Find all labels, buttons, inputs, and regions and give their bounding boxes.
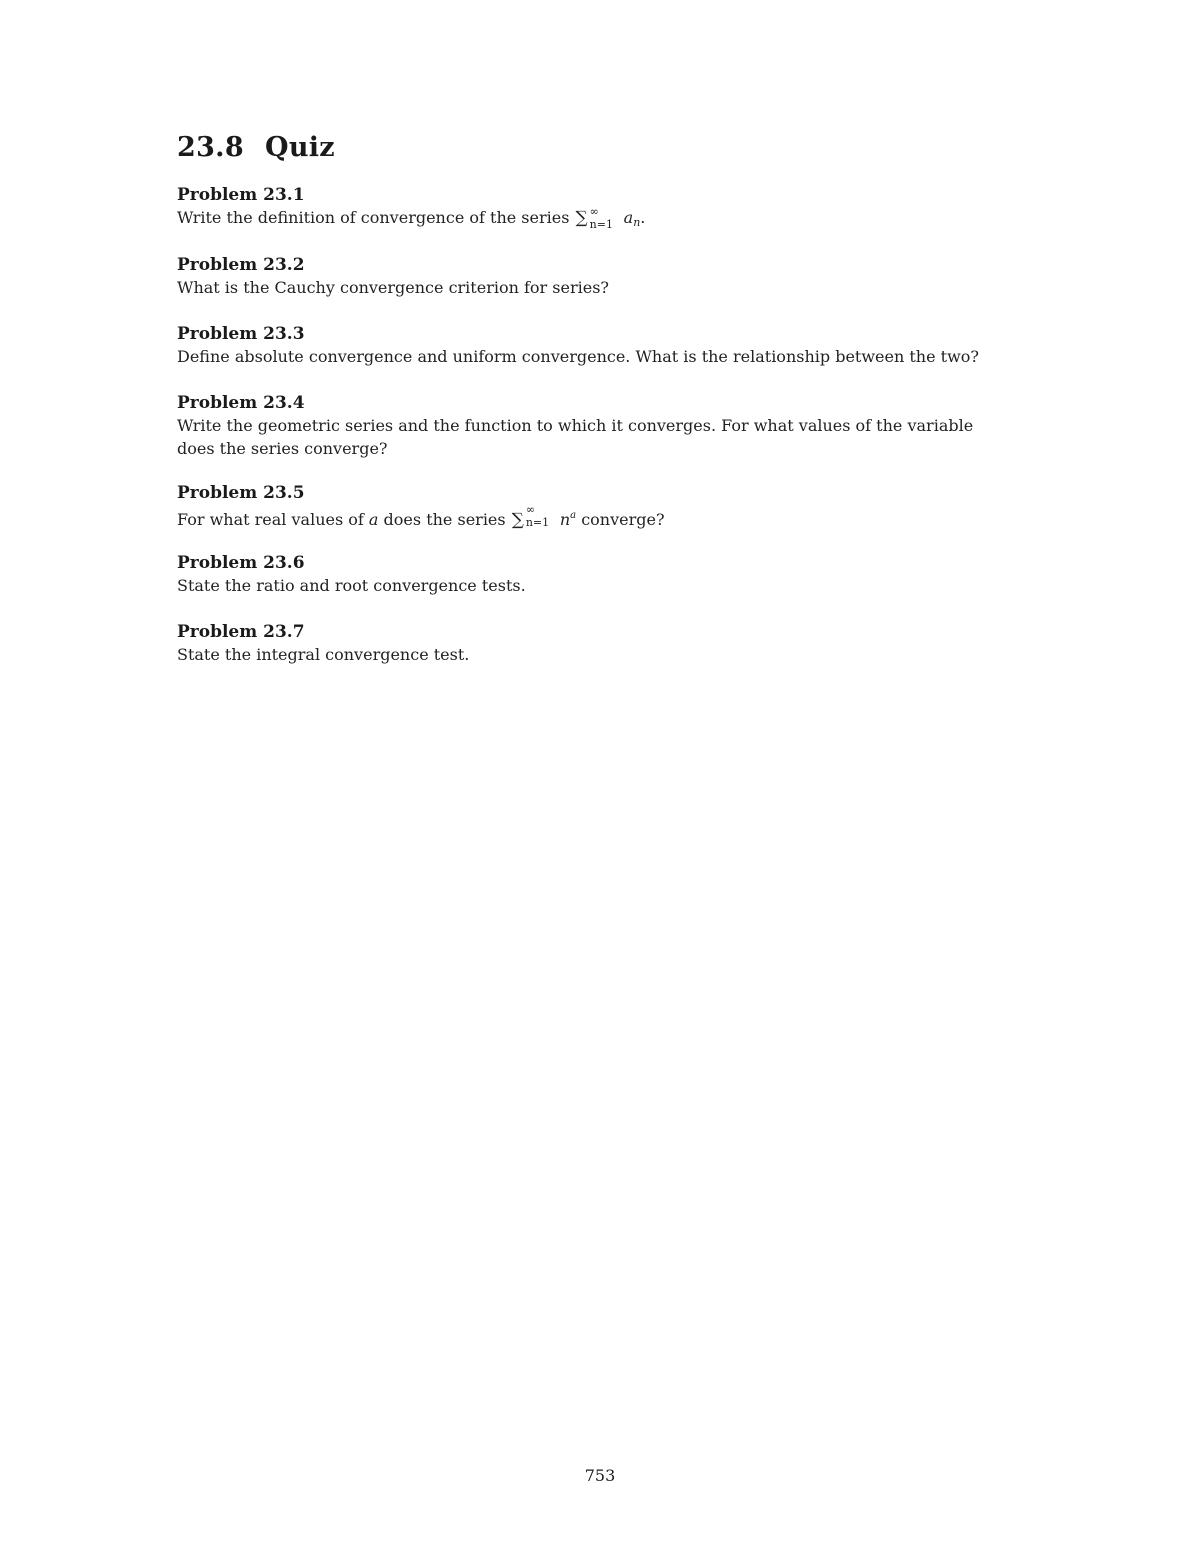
series-term: a [623, 208, 634, 227]
problem-heading: Problem 23.1 [177, 185, 305, 205]
section-number: 23.8 [177, 132, 244, 163]
problem-text-line-2: does the series converge? [177, 439, 388, 458]
sum-limits [589, 205, 624, 231]
problem-23-5 [177, 482, 1037, 532]
sum-symbol: ∑ [511, 510, 524, 530]
problem-23-4 [177, 392, 1037, 460]
problem-heading: Problem 23.4 [177, 393, 305, 413]
problem-text: Define absolute convergence and uniform convergence. What is the relationship between the two? [177, 347, 979, 366]
problem-23-3 [177, 323, 1037, 368]
problem-heading: Problem 23.5 [177, 483, 305, 503]
sum-symbol: ∑ [575, 208, 588, 228]
problem-text-line-1: Write the geometric series and the function to which it converges. For what values of the variable [177, 416, 974, 435]
sum-limits [525, 503, 560, 529]
problem-23-1 [177, 184, 1037, 234]
sum-upper-limit: ∞ [525, 503, 536, 516]
problem-text-middle: does the series [378, 510, 511, 529]
problem-text [177, 504, 1037, 532]
problem-23-2 [177, 254, 1037, 299]
problem-text-before: For what real values of [177, 510, 369, 529]
problem-23-6 [177, 552, 1037, 597]
problem-23-7 [177, 621, 1037, 666]
sum-upper-limit: ∞ [589, 205, 599, 218]
problem-text-before: Write the definition of convergence of the series [177, 208, 575, 227]
problem-text [177, 206, 1037, 234]
problem-heading: Problem 23.7 [177, 622, 305, 642]
problem-text: State the ratio and root convergence tests. [177, 576, 526, 595]
problem-text: What is the Cauchy convergence criterion for series? [177, 278, 609, 297]
series-term-subscript: n [633, 216, 641, 229]
problem-heading: Problem 23.6 [177, 553, 305, 573]
problem-heading: Problem 23.2 [177, 255, 305, 275]
sum-lower-limit: n=1 [589, 218, 613, 231]
sum-lower-limit: n=1 [525, 516, 550, 529]
problem-heading: Problem 23.3 [177, 324, 305, 344]
section-heading-text: Quiz [265, 132, 335, 163]
page-number: 753 [584, 1466, 616, 1485]
problem-text-after: converge? [576, 510, 665, 529]
problem-text-after: . [640, 208, 646, 227]
section-title [177, 132, 335, 163]
series-term: n [559, 510, 571, 529]
variable-a: a [368, 510, 379, 529]
series-term-exponent: a [570, 510, 577, 521]
problem-text: State the integral convergence test. [177, 645, 470, 664]
